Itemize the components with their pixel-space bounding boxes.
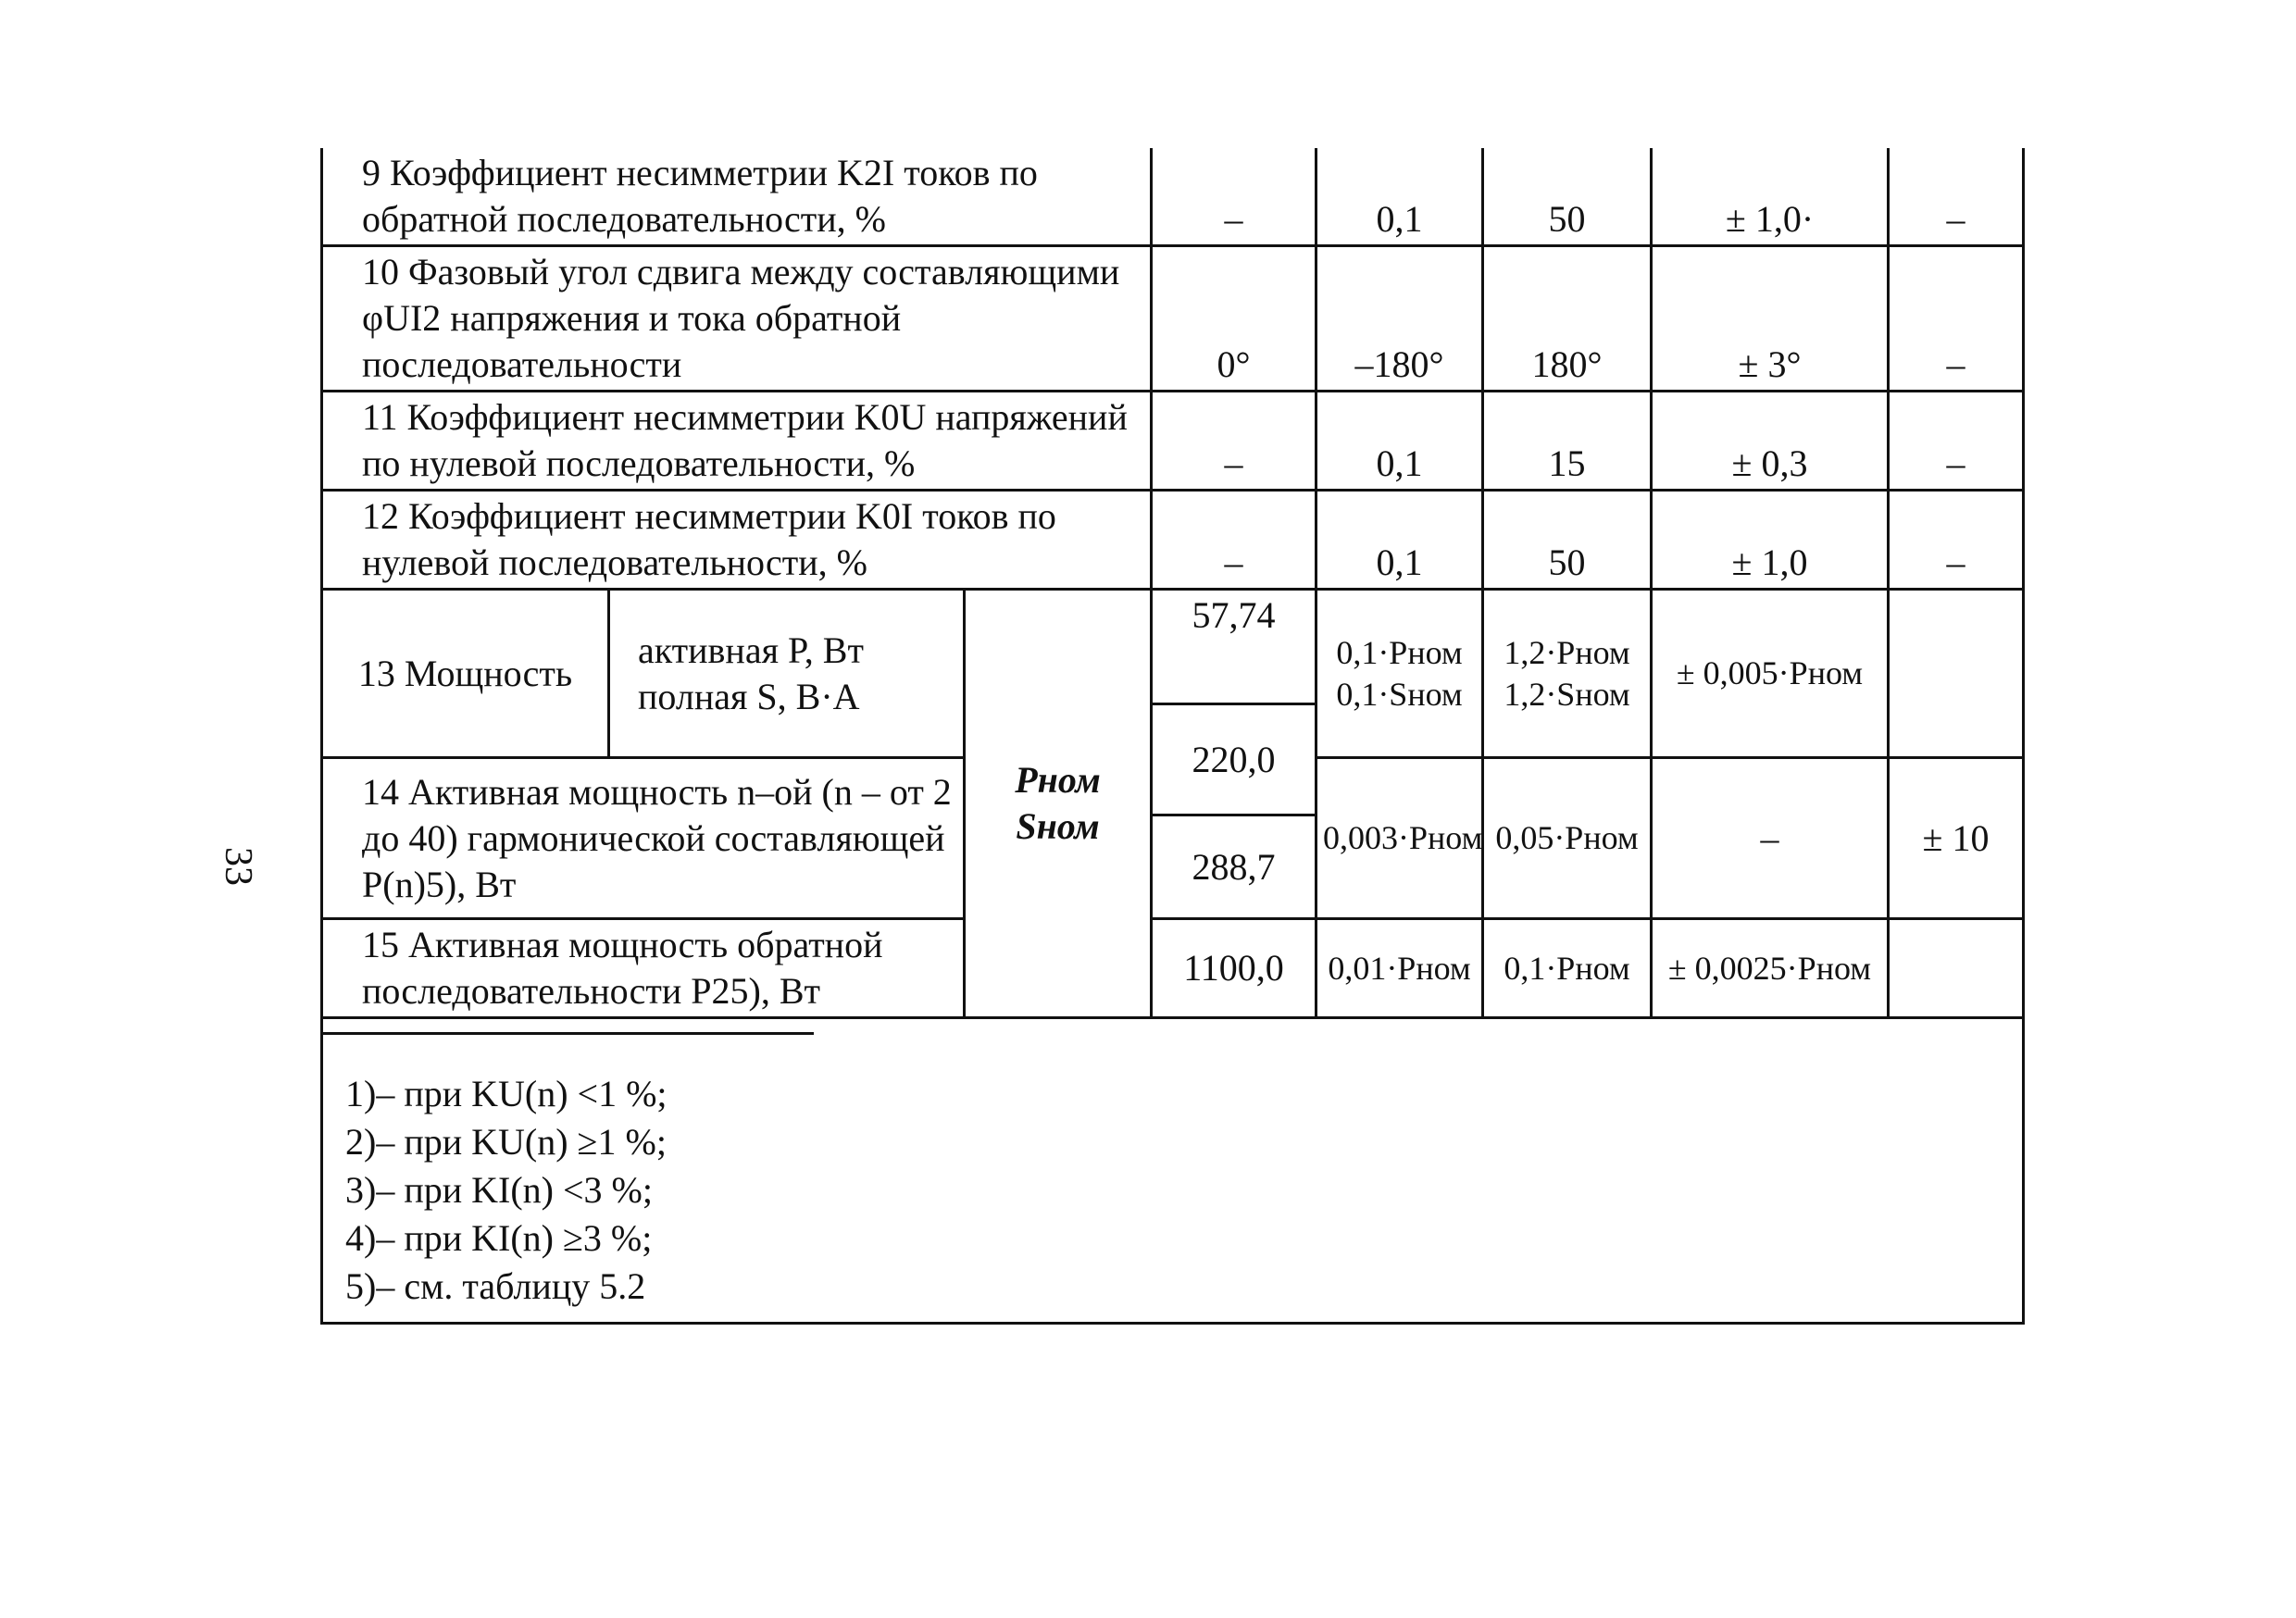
extra-cell: – bbox=[1889, 491, 2024, 590]
extra-cell bbox=[1889, 919, 2024, 1018]
table-row bbox=[322, 919, 2024, 1018]
error-cell: ± 3° bbox=[1652, 246, 1889, 392]
max-cell: 180° bbox=[1483, 246, 1652, 392]
footnote-divider bbox=[323, 1032, 814, 1035]
footnote: 1)– при KU(n) <1 %; bbox=[345, 1073, 668, 1114]
footnote: 5)– см. таблицу 5.2 bbox=[345, 1265, 646, 1307]
param-label: 14 Активная мощность n–ой (n – от 2 до 40) гармонической составляющей P(n)5), Вт bbox=[362, 770, 952, 905]
min-cell: 0,1 bbox=[1316, 148, 1483, 246]
error-cell: – bbox=[1652, 758, 1889, 919]
nominal-cell: 288,7 bbox=[1152, 815, 1316, 919]
nominal-cell: – bbox=[1152, 148, 1316, 246]
footnotes bbox=[322, 1018, 2024, 1324]
param-label: 10 Фазовый угол сдвига между составляющими φUI2 напряжения и тока обратной последовательности bbox=[362, 251, 1120, 385]
nominal-cell: – bbox=[1152, 491, 1316, 590]
footnote: 2)– при KU(n) ≥1 %; bbox=[345, 1121, 667, 1163]
error-cell: ± 1,0· bbox=[1652, 148, 1889, 246]
nominal-cell: 1100,0 bbox=[1152, 919, 1316, 1018]
min-cell: 0,003·Pном bbox=[1316, 758, 1483, 919]
page-number: 33 bbox=[217, 847, 259, 886]
power-label: 13 Мощность bbox=[322, 590, 609, 758]
extra-cell: – bbox=[1889, 392, 2024, 491]
param-label: 12 Коэффициент несимметрии K0I токов по нулевой последовательности, % bbox=[362, 495, 1056, 583]
extra-cell: ± 10 bbox=[1889, 758, 2024, 919]
max-cell: 1,2·Pном 1,2·Sном bbox=[1483, 590, 1652, 758]
table-row bbox=[322, 392, 2024, 491]
error-cell: ± 0,005·Pном bbox=[1652, 590, 1889, 758]
min-cell: 0,1 bbox=[1316, 491, 1483, 590]
table-row bbox=[322, 491, 2024, 590]
max-cell: 50 bbox=[1483, 148, 1652, 246]
max-cell: 50 bbox=[1483, 491, 1652, 590]
min-cell: 0,1·Pном 0,1·Sном bbox=[1316, 590, 1483, 758]
parameters-table bbox=[320, 148, 2025, 1325]
error-cell: ± 0,3 bbox=[1652, 392, 1889, 491]
table-row bbox=[322, 148, 2024, 246]
extra-cell: – bbox=[1889, 148, 2024, 246]
max-cell: 0,1·Pном bbox=[1483, 919, 1652, 1018]
max-cell: 15 bbox=[1483, 392, 1652, 491]
min-cell: 0,01·Pном bbox=[1316, 919, 1483, 1018]
footnotes-row bbox=[322, 1018, 2024, 1324]
nominal-cell: 0° bbox=[1152, 246, 1316, 392]
param-label: 15 Активная мощность обратной последовательности P25), Вт bbox=[362, 924, 883, 1012]
extra-cell: – bbox=[1889, 246, 2024, 392]
power-type-label: активная P, Вт полная S, В·А bbox=[609, 590, 965, 758]
nominal-cell: – bbox=[1152, 392, 1316, 491]
error-cell: ± 1,0 bbox=[1652, 491, 1889, 590]
nominal-cell: 57,74 bbox=[1152, 590, 1316, 704]
max-cell: 0,05·Pном bbox=[1483, 758, 1652, 919]
error-cell: ± 0,0025·Pном bbox=[1652, 919, 1889, 1018]
nominal-cell: 220,0 bbox=[1152, 704, 1316, 815]
min-cell: –180° bbox=[1316, 246, 1483, 392]
table-row bbox=[322, 246, 2024, 392]
reference-cell: Pном Sном bbox=[965, 590, 1152, 1018]
extra-cell bbox=[1889, 590, 2024, 758]
table-row bbox=[322, 590, 2024, 704]
footnote: 4)– при KI(n) ≥3 %; bbox=[345, 1217, 653, 1259]
footnote: 3)– при KI(n) <3 %; bbox=[345, 1169, 653, 1211]
param-label: 9 Коэффициент несимметрии K2I токов по обратной последовательности, % bbox=[362, 152, 1038, 240]
param-label: 11 Коэффициент несимметрии K0U напряжений по нулевой последовательности, % bbox=[362, 396, 1128, 484]
min-cell: 0,1 bbox=[1316, 392, 1483, 491]
